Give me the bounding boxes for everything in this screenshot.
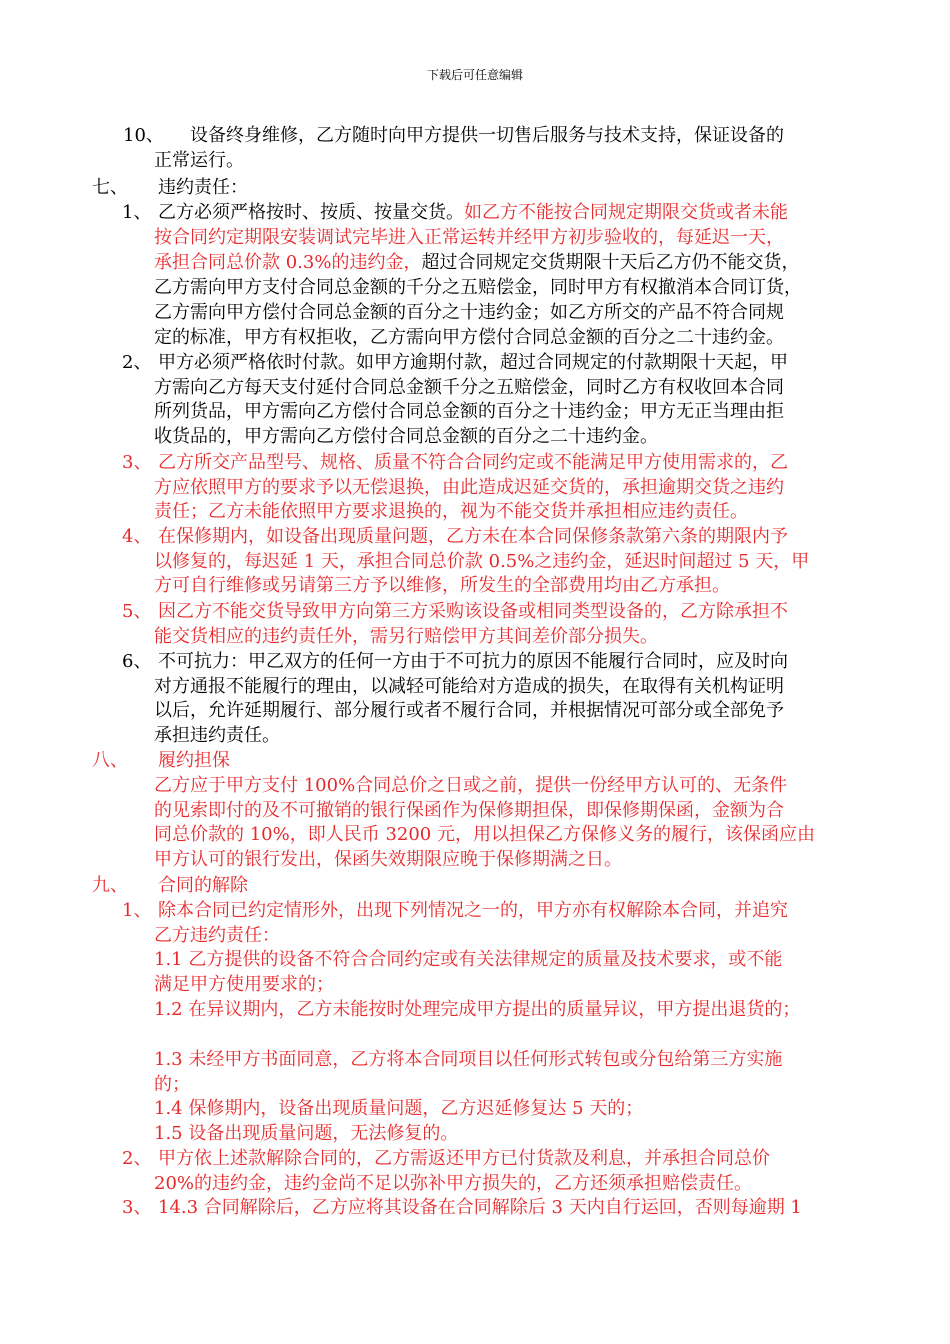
- item-number: 6、: [122, 651, 152, 672]
- item-text-highlight: 1.5 设备出现质量问题，无法修复的。: [154, 1123, 459, 1144]
- item-number: 2、: [122, 1148, 152, 1169]
- item-text-highlight: 1.2 在异议期内，乙方未能按时处理完成甲方提出的质量异议，甲方提出退货的；: [154, 999, 801, 1020]
- item-text-highlight: 在保修期内，如设备出现质量问题，乙方未在本合同保修条款第六条的期限内予: [158, 526, 788, 547]
- item-text: 正常运行。: [154, 150, 244, 171]
- item-number: 4、: [122, 526, 152, 547]
- item-text-highlight: 以修复的，每迟延 1 天，承担合同总价款 0.5%之违约金，延迟时间超过 5 天，甲: [154, 550, 810, 572]
- item-text: 以后，允许延期履行、部分履行或者不履行合同，并根据情况可部分或全部免予: [154, 700, 784, 722]
- item-text: 承担违约责任。: [154, 724, 280, 746]
- section-title: 履约担保: [158, 750, 230, 771]
- item-text: [158, 201, 788, 225]
- page-header: 下载后可任意编辑: [426, 68, 523, 82]
- text-run-highlight: 如乙方不能按合同规定期限交货或者未能: [464, 202, 788, 223]
- item-text: 乙方需向甲方支付合同总金额的千分之五赔偿金，同时甲方有权撤消本合同订货，: [154, 277, 802, 298]
- text-run: 超过合同规定交货期限十天后乙方仍不能交货，: [421, 252, 800, 273]
- item-number: 1、: [122, 202, 152, 223]
- item-text-highlight: 甲方依上述款解除合同的，乙方需返还甲方已付货款及利息，并承担合同总价: [158, 1148, 770, 1169]
- item-text-highlight: 因乙方不能交货导致甲方向第三方采购该设备或相同类型设备的，乙方除承担不: [158, 601, 788, 622]
- item-text-highlight: 的；: [154, 1073, 190, 1095]
- item-text-highlight: 责任；乙方未能依照甲方要求退换的，视为不能交货并承担相应违约责任。: [154, 501, 748, 523]
- item-text-highlight: 方应依照甲方的要求予以无偿退换，由此造成迟延交货的，承担逾期交货之违约: [154, 476, 784, 498]
- item-text-highlight: 1.1 乙方提供的设备不符合合同约定或有关法律规定的质量及技术要求，或不能: [154, 949, 783, 970]
- item-number: 3、: [122, 1197, 152, 1218]
- item-number: 1、: [122, 900, 152, 921]
- item-text: 甲方必须严格依时付款。如甲方逾期付款，超过合同规定的付款期限十天起，甲: [158, 352, 788, 373]
- item-text-highlight: 乙方违约责任：: [154, 924, 280, 946]
- item-text-highlight: 甲方认可的银行发出，保函失效期限应晚于保修期满之日。: [154, 848, 622, 870]
- item-number: 2、: [122, 352, 152, 373]
- item-text-highlight: 除本合同已约定情形外，出现下列情况之一的，甲方亦有权解除本合同，并追究: [158, 900, 788, 921]
- item-text-highlight: 1.3 未经甲方书面同意，乙方将本合同项目以任何形式转包或分包给第三方实施: [154, 1049, 783, 1070]
- item-text-highlight: 同总价款的 10%，即人民币 3200 元，用以担保乙方保修义务的履行，该保函应由: [154, 824, 815, 846]
- item-text-highlight: 满足甲方使用要求的；: [154, 973, 334, 995]
- item-text-highlight: 乙方所交产品型号、规格、质量不符合合同约定或不能满足甲方使用需求的，乙: [158, 452, 788, 473]
- section-number: 七、: [92, 177, 128, 198]
- item-text: 设备终身维修，乙方随时向甲方提供一切售后服务与技术支持，保证设备的: [190, 125, 784, 146]
- item-number: 10、: [123, 125, 164, 146]
- item-text: 收货品的，甲方需向乙方偿付合同总金额的百分之二十违约金。: [154, 425, 658, 447]
- item-text: 方需向乙方每天支付延付合同总金额千分之五赔偿金，同时乙方有权收回本合同: [154, 376, 784, 398]
- section-number: 九、: [92, 875, 128, 896]
- item-text: 对方通报不能履行的理由，以减轻可能给对方造成的损失，在取得有关机构证明: [154, 675, 784, 697]
- item-text-highlight: 的见索即付的及不可撤销的银行保函作为保修期担保，即保修期保函，金额为合: [154, 799, 784, 821]
- section-number: 八、: [92, 750, 128, 771]
- item-text: 乙方需向甲方偿付合同总金额的百分之十违约金；如乙方所交的产品不符合同规: [154, 302, 784, 323]
- item-text-highlight: 乙方应于甲方支付 100%合同总价之日或之前，提供一份经甲方认可的、无条件: [154, 775, 788, 796]
- section-title: 合同的解除: [158, 875, 248, 896]
- item-text: [154, 251, 799, 275]
- item-text-highlight: 方可自行维修或另请第三方予以维修，所发生的全部费用均由乙方承担。: [154, 575, 730, 597]
- item-number: 5、: [122, 601, 152, 622]
- item-text-highlight: 1.4 保修期内，设备出现质量问题，乙方迟延修复达 5 天的；: [154, 1098, 644, 1119]
- item-text: 定的标准，甲方有权拒收，乙方需向甲方偿付合同总金额的百分之二十违约金。: [154, 327, 784, 348]
- item-text-highlight: 20%的违约金，违约金尚不足以弥补甲方损失的，乙方还须承担赔偿责任。: [154, 1172, 753, 1194]
- item-text-highlight: 按合同约定期限安装调试完毕进入正常运转并经甲方初步验收的，每延迟一天，: [154, 227, 784, 248]
- item-text-highlight: 14.3 合同解除后，乙方应将其设备在合同解除后 3 天内自行运回，否则每逾期 1: [158, 1197, 802, 1218]
- item-text: 不可抗力：甲乙双方的任何一方由于不可抗力的原因不能履行合同时，应及时向: [158, 651, 788, 672]
- text-run-highlight: 承担合同总价款 0.3%的违约金，: [154, 252, 422, 273]
- item-text-highlight: 能交货相应的违约责任外，需另行赔偿甲方其间差价部分损失。: [154, 625, 658, 647]
- item-number: 3、: [122, 452, 152, 473]
- text-run: 乙方必须严格按时、按质、按量交货。: [158, 202, 464, 223]
- section-title: 违约责任：: [158, 177, 248, 198]
- item-text: 所列货品，甲方需向乙方偿付合同总金额的百分之十违约金；甲方无正当理由拒: [154, 401, 784, 423]
